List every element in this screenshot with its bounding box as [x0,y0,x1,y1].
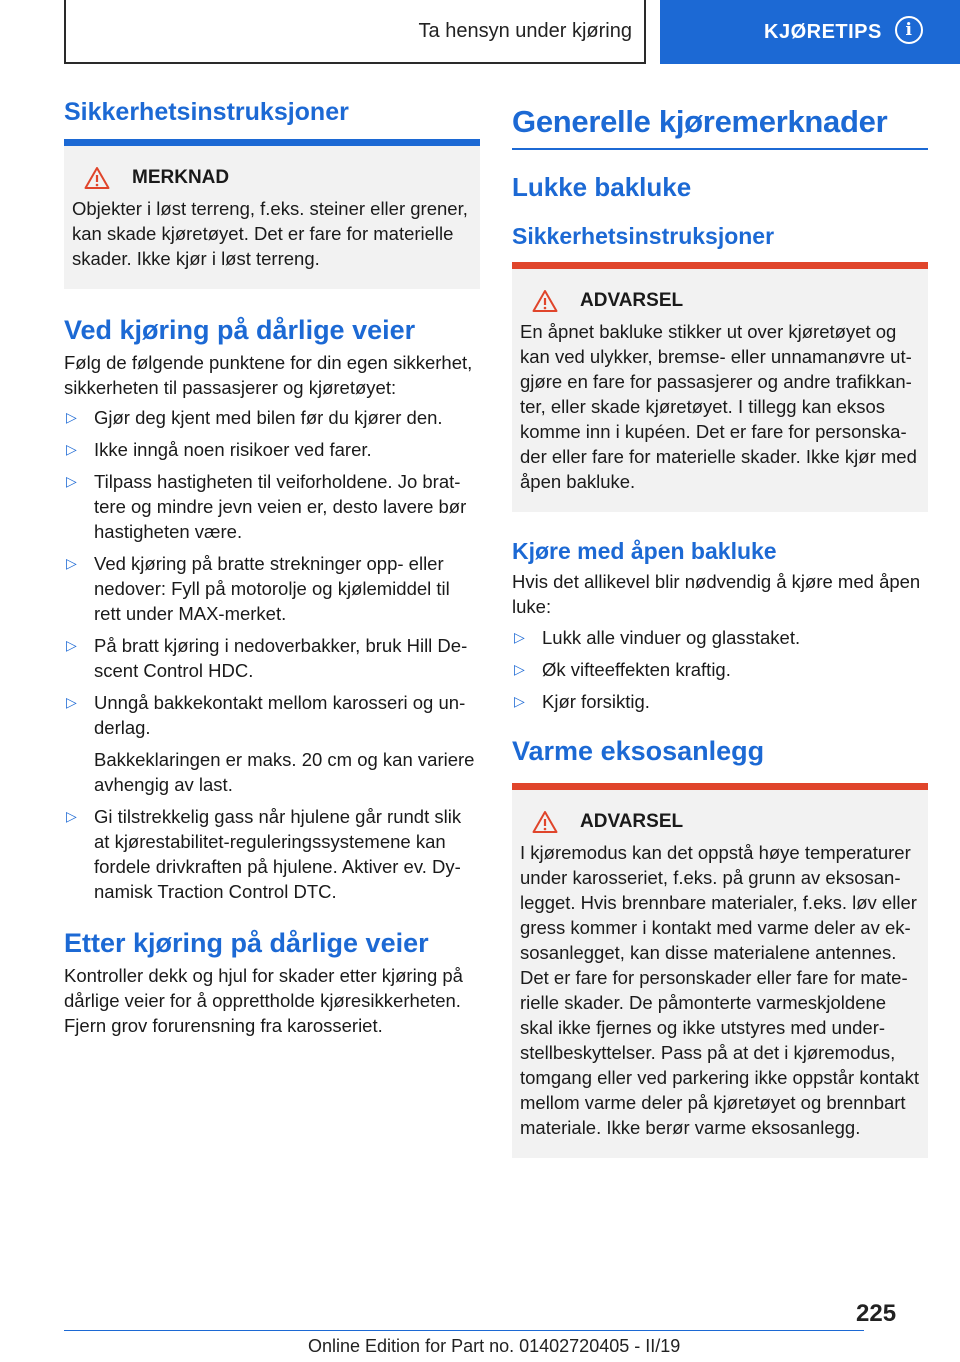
list-item: ▷ Ikke inngå noen risikoer ved farer. [66,439,372,460]
bad-roads-list [64,405,480,904]
tailgate-subheading: Sikkerhetsinstruksjoner [512,223,775,249]
note-box [64,146,480,289]
triangle-right-icon: ▷ [514,693,525,709]
note-label: MERKNAD [132,167,230,188]
note-text: Objekter i løst terreng, f.eks. steiner eller grener, kan skade kjøretøyet. Det er fare for materielle skader. Ikke kjør i løst terreng. [72,198,468,269]
footer-edition: Online Edition for Part no. 01402720405 - II/19 [308,1336,681,1356]
triangle-right-icon: ▷ [66,808,77,824]
header-section-tab [660,0,960,64]
warning-divider [512,262,928,269]
triangle-right-icon: ▷ [514,629,525,645]
ground-clearance-note: Bakkeklaringen er maks. 20 cm og kan variere avhengig av last. [94,749,475,795]
triangle-right-icon: ▷ [66,555,77,571]
right-column [512,104,928,1158]
after-bad-roads-text: Kontroller dekk og hjul for skader etter kjøring på dårlige veier for å opprettholde kjøresikkerheten. Fjern grov forurensning fra karosseriet. [64,965,463,1036]
list-item: ▷ Øk vifteeffekten kraftig. [514,659,731,680]
list-item: ▷ Gi tilstrekkelig gass når hjulene går rundt slik at kjørestabilitet-reguleringssystemene kan fordele drivkraften på hjulene. Aktiver ev. Dynamisk Traction Control DTC. [66,806,462,902]
triangle-right-icon: ▷ [514,661,525,677]
warning-triangle-icon [532,289,558,313]
footer-divider [64,1330,864,1331]
header-chapter-title: Ta hensyn under kjøring [418,19,632,42]
exhaust-heading: Varme eksosanlegg [512,736,765,766]
tailgate-heading: Lukke bakluke [512,172,692,202]
tailgate-warning-box [512,269,928,512]
list-item: ▷ Gjør deg kjent med bilen før du kjører den. [66,407,443,428]
exhaust-warning-box [512,790,928,1158]
after-bad-roads-heading: Etter kjøring på dårlige veier [64,928,429,958]
list-item: ▷ På bratt kjøring i nedoverbakker, bruk Hill Descent Control HDC. [66,635,468,681]
list-item: ▷ Unngå bakkekontakt mellom karosseri og underlag. Bakkeklaringen er maks. 20 cm og kan variere avhengig av last. [64,690,480,797]
warning-label: ADVARSEL [580,290,684,311]
header-section-title: KJØRETIPS [764,20,882,43]
triangle-right-icon: ▷ [66,441,77,457]
warning-divider [512,783,928,790]
warning-label: ADVARSEL [580,811,684,832]
left-column [64,98,480,1038]
left-section-title: Sikkerhetsinstruksjoner [64,98,480,146]
triangle-right-icon: ▷ [66,637,77,653]
triangle-right-icon: ▷ [66,409,77,425]
warning-triangle-icon [84,166,110,190]
exhaust-warning-text: I kjøremodus kan det oppstå høye temperaturer under karosseriet, f.eks. på grunn av eksosanlegget. Hvis brennbare materialer, f.eks. løv eller gress kommer i kontakt med varme deler av eksosanlegget, kan disse materialene antennes. Det er fare for personskader eller fare for materielle skader. De påmonterte varmeskjoldene skal ikke fjernes og ikke utstyres med understellbeskyttelser. Pass på at det i kjøremodus, tomgang eller ved parkering ikke oppstår kontakt mellom varme deler på kjøretøyet og brennbart materiale. Ikke berør varme eksosanlegg. [520,842,919,1138]
page-number: 225 [856,1300,897,1327]
tailgate-warning-text: En åpnet bakluke stikker ut over kjøretøyet og kan ved ulykker, bremse- eller unnamanøvre utgjøre en fare for passasjerer og andre trafikkanter, eller skade kjøretøyet. I tillegg kan eksos komme inn i kupéen. Det er fare for personskader eller fare for materielle skader. Ikke kjør med åpen bakluke. [520,321,917,492]
info-icon: i [895,16,923,44]
bad-roads-intro: Følg de følgende punktene for din egen sikkerhet, sikkerheten til passasjerer og kjøretøyet: [64,352,473,398]
list-item: ▷ Lukk alle vinduer og glasstaket. [514,627,801,648]
header-chapter-tab [64,0,646,64]
triangle-right-icon: ▷ [66,473,77,489]
list-item: ▷ Tilpass hastigheten til veiforholdene. Jo brattere og mindre jevn veien er, desto lavere bør hastigheten være. [66,471,467,542]
list-item: ▷ Kjør forsiktig. [514,691,650,712]
triangle-right-icon: ▷ [66,694,77,710]
open-tailgate-heading: Kjøre med åpen bakluke [512,538,777,564]
right-chapter-title: Generelle kjøremerknader [512,104,928,150]
list-item: ▷ Ved kjøring på bratte strekninger opp- eller nedover: Fyll på motorolje og kjølemiddel til rett under MAX-merket. [66,553,450,624]
bad-roads-heading: Ved kjøring på dårlige veier [64,315,416,345]
open-tailgate-list [512,625,928,714]
open-tailgate-intro: Hvis det allikevel blir nødvendig å kjøre med åpen luke: [512,571,921,617]
warning-triangle-icon [532,810,558,834]
